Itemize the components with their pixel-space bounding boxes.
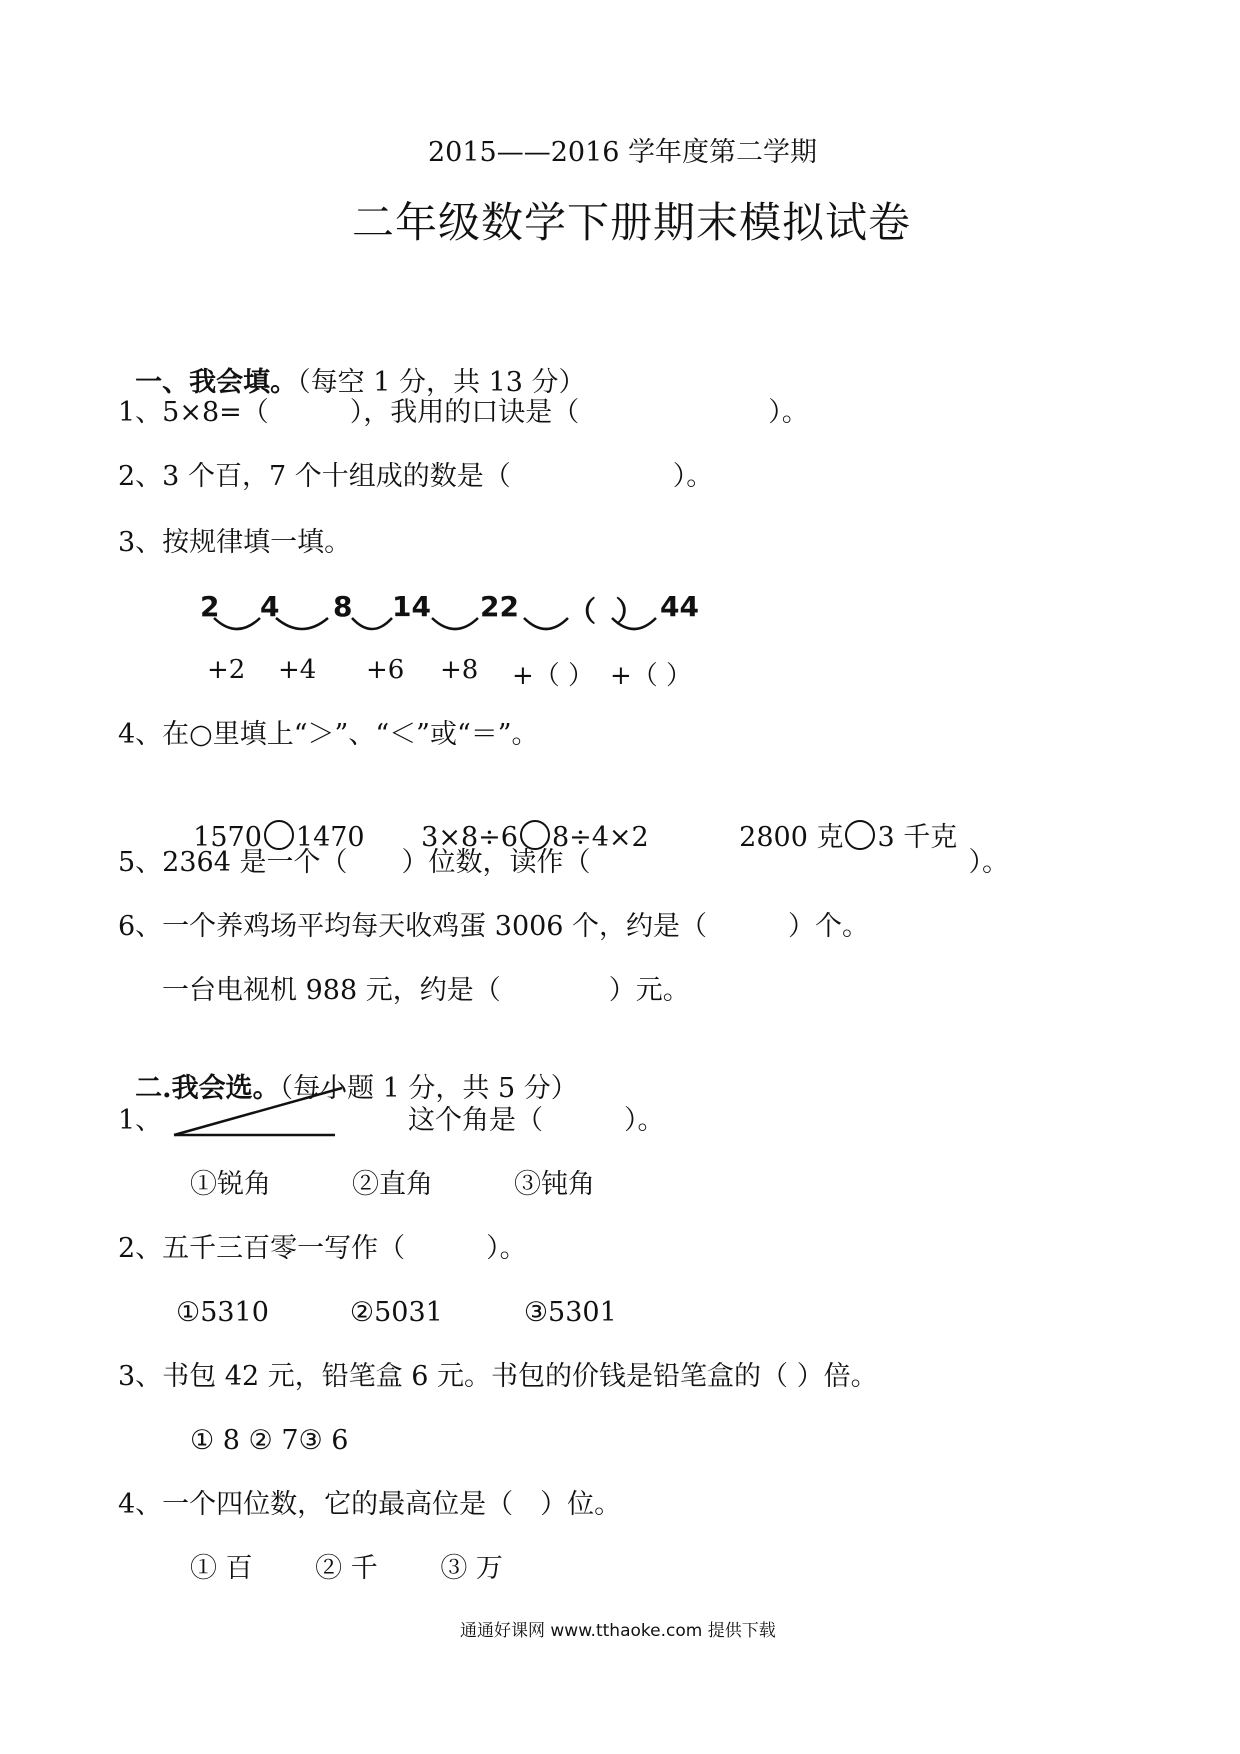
- comparison-right: 8÷4×2: [551, 822, 649, 853]
- sequence-difference: +4: [278, 655, 317, 685]
- section1-q6b: 一台电视机 988 元，约是（ ）元。: [162, 975, 690, 1006]
- comparison-item: [176, 786, 365, 855]
- section2-q1-number: 1、: [118, 1105, 163, 1136]
- sequence-difference: +2: [207, 655, 246, 685]
- section1-q3: 3、按规律填一填。: [118, 527, 352, 558]
- angle-figure-icon: [170, 1085, 350, 1140]
- comparison-left: 3×8÷6: [421, 822, 518, 853]
- sequence-term: 2: [200, 590, 220, 623]
- section2-heading-label: 二.我会选。: [135, 1073, 280, 1104]
- section2-q3: 3、书包 42 元，铅笔盒 6 元。书包的价钱是铅笔盒的（ ）倍。: [118, 1361, 878, 1392]
- sequence-difference: +（ ）: [610, 661, 693, 691]
- exam-year: 2015——2016 学年度第二学期: [428, 137, 818, 168]
- section1-q5: 5、2364 是一个（ ）位数，读作（ ）。: [118, 847, 1009, 878]
- section2-heading-note: （每小题 1 分，共 5 分）: [279, 1073, 578, 1104]
- sequence-difference: +6: [366, 655, 405, 685]
- sequence-arcs: [0, 0, 1240, 700]
- exam-title: 二年级数学下册期末模拟试卷: [352, 198, 912, 247]
- comparison-right: 3 千克: [877, 822, 958, 853]
- section2-q2: 2、五千三百零一写作（ ）。: [118, 1233, 527, 1264]
- comparison-right: 1470: [295, 822, 365, 853]
- comparison-item: [722, 786, 957, 855]
- sequence-term: 44: [660, 590, 699, 623]
- section1-q6a: 6、一个养鸡场平均每天收鸡蛋 3006 个，约是（ ）个。: [118, 911, 870, 942]
- section1-heading-note: （每空 1 分，共 13 分）: [297, 367, 586, 398]
- section1-q2: 2、3 个百，7 个十组成的数是（ ）。: [118, 461, 714, 492]
- section1-heading-label: 一、我会填。: [135, 367, 298, 398]
- section2-q3-options: ① 8 ② 7③ 6: [190, 1425, 349, 1456]
- footer-credit: 通通好课网 www.tthaoke.com 提供下载: [460, 1621, 776, 1641]
- section2-q1-text: 这个角是（ ）。: [408, 1105, 665, 1136]
- sequence-term: 8: [333, 590, 353, 623]
- sequence-term: 4: [260, 590, 280, 623]
- section2-q1-options: ①锐角 ②直角 ③钝角: [190, 1169, 595, 1200]
- comparison-left: 1570: [193, 822, 262, 853]
- sequence-difference: +8: [440, 655, 479, 685]
- sequence-term: 14: [392, 590, 431, 623]
- sequence-term: 22: [480, 590, 519, 623]
- section1-q4: 4、在○里填上“＞”、“＜”或“＝”。: [118, 719, 539, 750]
- section1-q1: 1、5×8=（ ），我用的口诀是（ ）。: [118, 397, 809, 428]
- sequence-blank: （ ）: [568, 595, 644, 628]
- section2-q4: 4、一个四位数，它的最高位是（ ）位。: [118, 1489, 622, 1520]
- section2-q2-options: ①5310 ②5031 ③5301: [176, 1297, 617, 1328]
- comparison-item: [404, 786, 649, 855]
- comparison-left: 2800 克: [739, 822, 844, 853]
- section2-q4-options: ① 百 ② 千 ③ 万: [190, 1553, 503, 1584]
- sequence-difference: +（ ）: [512, 661, 595, 691]
